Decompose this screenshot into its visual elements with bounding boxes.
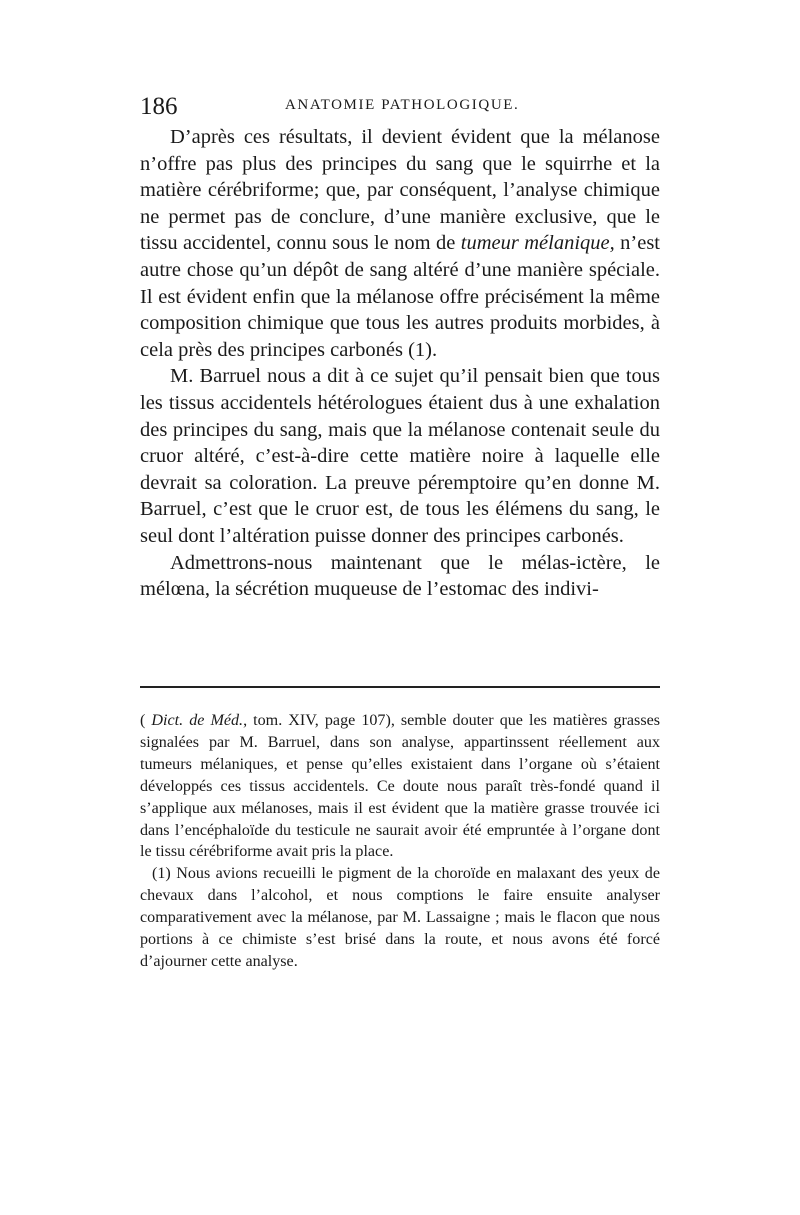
footnote-divider <box>140 686 660 688</box>
paragraph: Admettrons-nous maintenant que le mélas-ictère, le mélœna, la sécrétion muqueuse de l’estomac des indivi- <box>140 551 660 601</box>
footnote: (1) Nous avions recueilli le pigment de la choroïde en malaxant des yeux de chevaux dans l’alcohol, et nous comptions le faire ensuite analyser comparativement avec la mélanose, par M. Lassaigne ; mais le flacon que nous portions à ce chimiste s’est brisé dans la route, et nous avons été forcé d’ajourner cette analyse. <box>140 865 660 970</box>
running-head: ANATOMIE PATHOLOGIQUE. <box>285 97 520 113</box>
footnote <box>140 710 660 863</box>
paragraph <box>140 124 660 363</box>
main-text <box>140 124 660 603</box>
citation-title: Dict. de Méd. <box>151 712 244 729</box>
paragraph-text: D’après ces résultats, il devient évident que la mélanose n’offre pas plus des principes du sang que le squirrhe et la matière cérébriforme; que, par conséquent, l’analyse chimique ne permet pas de conclure, d’une manière exclusive, que le tissu accidentel, connu sous le nom de <box>140 126 660 255</box>
footnotes <box>140 710 660 973</box>
paragraph-text: n’est autre chose qu’un dépôt de sang altéré d’une manière spéciale. Il est évident enfin que la mélanose offre précisément la même composition chimique que tous les autres produits morbides, à cela près des principes carbonés (1). <box>140 232 660 361</box>
page-header <box>140 93 660 121</box>
paragraph: M. Barruel nous a dit à ce sujet qu’il pensait bien que tous les tissus accidentels hétérologues étaient dus à une exhalation des principes du sang, mais que la mélanose contenait seule du cruor altéré, c’est-à-dire cette matière noire à laquelle elle devrait sa coloration. La preuve péremptoire qu’en donne M. Barruel, c’est que le cruor est, de tous les élémens du sang, le seul dont l’altération puisse donner des principes carbonés. <box>140 365 660 547</box>
page-number: 186 <box>140 93 178 120</box>
footnote-paren: ( <box>140 712 146 729</box>
italic-term: tumeur mélanique, <box>460 232 615 255</box>
footnote-text: , tom. XIV, page 107), semble douter que les matières grasses signalées par M. Barruel, dans son analyse, appartinssent réellement aux tumeurs mélaniques, et pense qu’elles existaient dans l’organe où s’étaient développés ces tissus accidentels. Ce doute nous paraît très-fondé quand il s’applique aux mélanoses, mais il est évident que la matière grasse trouvée ici dans l’encéphaloïde du testicule ne saurait avoir été empruntée à l’organe dont le tissu cérébriforme avait pris la place. <box>140 712 660 861</box>
